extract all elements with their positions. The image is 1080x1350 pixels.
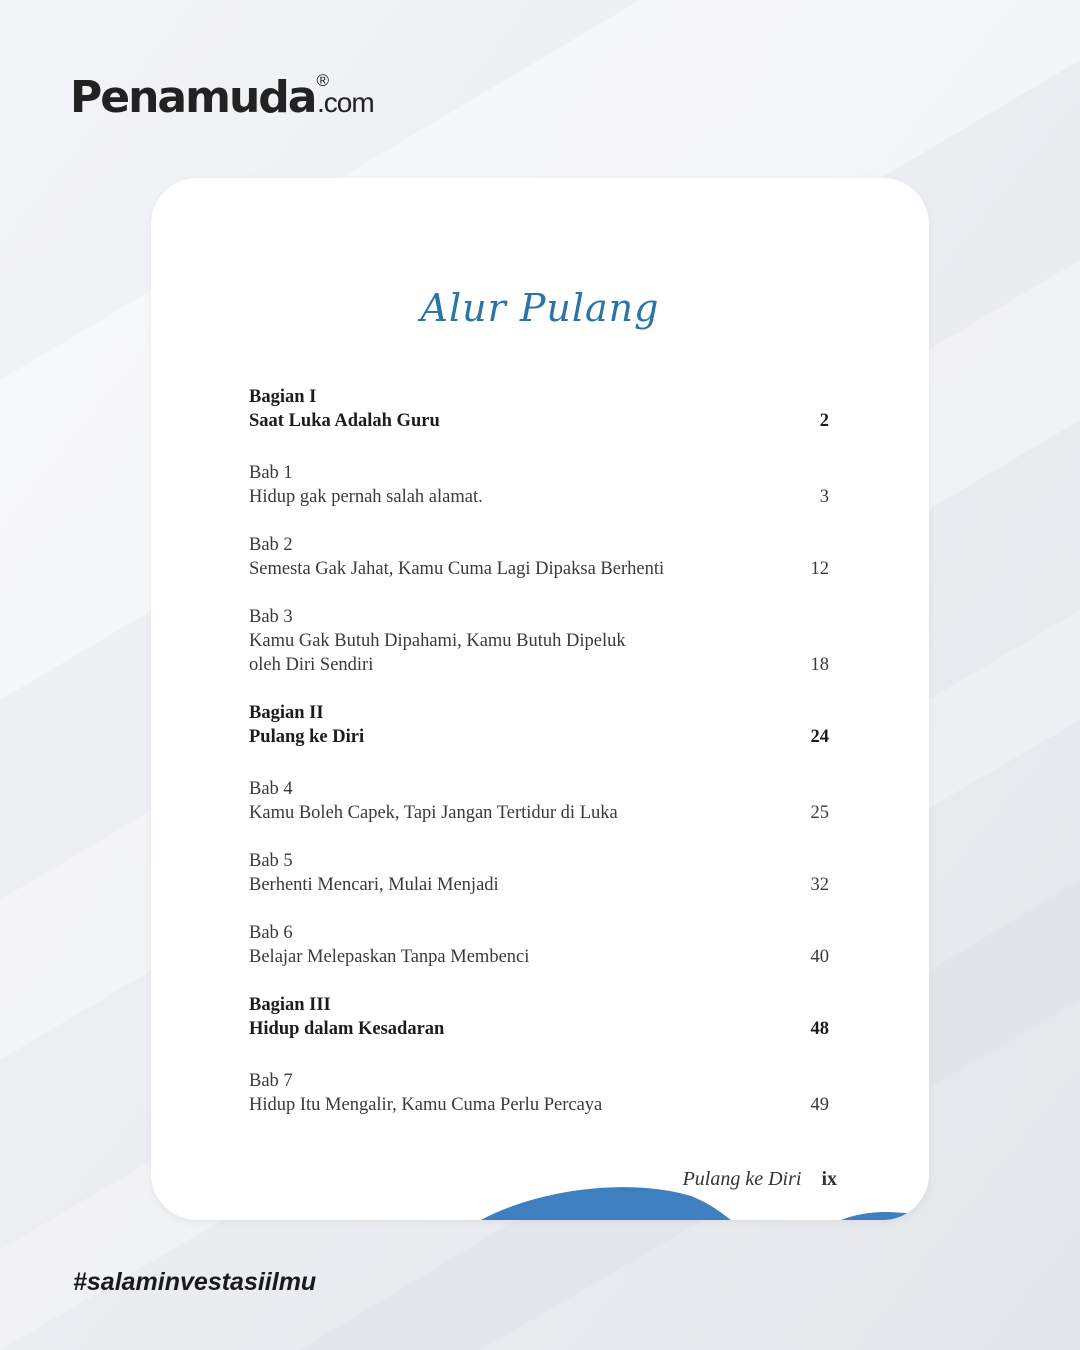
toc-entry-title: Hidup gak pernah salah alamat. — [249, 487, 483, 507]
toc-entry-title-continued: oleh Diri Sendiri — [249, 655, 374, 675]
toc-entry-title: Semesta Gak Jahat, Kamu Cuma Lagi Dipaksa Berhenti — [249, 559, 665, 579]
brand-logo — [70, 72, 374, 123]
toc-entry-chapter-7 — [249, 1069, 829, 1117]
toc-entry-page: 2 — [819, 411, 829, 431]
toc-entry-label: Bagian I — [249, 387, 317, 407]
footer-page-number: ix — [821, 1168, 837, 1190]
toc-entry-title: Saat Luka Adalah Guru — [249, 411, 440, 431]
toc-entry-page: 24 — [810, 727, 829, 747]
toc-entry-part-2 — [249, 701, 829, 749]
toc-entry-label: Bab 4 — [249, 779, 293, 799]
toc-entry-page: 3 — [819, 487, 829, 507]
toc-entry-label: Bab 7 — [249, 1071, 293, 1091]
toc-entry-page: 40 — [810, 947, 829, 967]
toc-entry-page: 32 — [810, 875, 829, 895]
toc-entry-title: Kamu Gak Butuh Dipahami, Kamu Butuh Dipeluk — [249, 631, 626, 651]
toc-entry-label: Bab 3 — [249, 607, 293, 627]
toc-entry-page: 48 — [810, 1019, 829, 1039]
brand-registered-mark: ® — [316, 71, 329, 90]
brand-name: Penamuda — [70, 72, 316, 123]
document-title: Alur Pulang — [420, 286, 660, 330]
toc-entry-title: Belajar Melepaskan Tanpa Membenci — [249, 947, 530, 967]
toc-entry-label: Bab 2 — [249, 535, 293, 555]
footer-book-title: Pulang ke Diri — [682, 1168, 802, 1190]
toc-entry-label: Bagian II — [249, 703, 324, 723]
toc-entry-title: Hidup Itu Mengalir, Kamu Cuma Perlu Percaya — [249, 1095, 603, 1115]
toc-entry-chapter-4 — [249, 777, 829, 825]
toc-entry-page: 49 — [810, 1095, 829, 1115]
toc-entry-page: 18 — [810, 655, 829, 675]
toc-entry-chapter-3 — [249, 605, 829, 677]
toc-entry-title: Hidup dalam Kesadaran — [249, 1019, 445, 1039]
toc-entry-chapter-6 — [249, 921, 829, 969]
toc-entry-label: Bab 6 — [249, 923, 293, 943]
table-of-contents — [249, 385, 829, 1117]
brand-tld: .com — [317, 87, 374, 118]
toc-entry-title: Pulang ke Diri — [249, 727, 365, 747]
toc-entry-part-3 — [249, 993, 829, 1041]
decorative-wave — [151, 1178, 929, 1220]
document-card — [151, 178, 929, 1220]
hashtag-caption: #salaminvestasiilmu — [73, 1268, 317, 1296]
toc-entry-label: Bagian III — [249, 995, 331, 1015]
toc-entry-part-1 — [249, 385, 829, 433]
toc-entry-page: 25 — [810, 803, 829, 823]
toc-entry-chapter-1 — [249, 461, 829, 509]
toc-entry-label: Bab 1 — [249, 463, 293, 483]
toc-entry-chapter-2 — [249, 533, 829, 581]
toc-entry-title: Kamu Boleh Capek, Tapi Jangan Tertidur di Luka — [249, 803, 618, 823]
toc-entry-page: 12 — [810, 559, 829, 579]
toc-entry-title: Berhenti Mencari, Mulai Menjadi — [249, 875, 499, 895]
toc-entry-chapter-5 — [249, 849, 829, 897]
toc-entry-label: Bab 5 — [249, 851, 293, 871]
